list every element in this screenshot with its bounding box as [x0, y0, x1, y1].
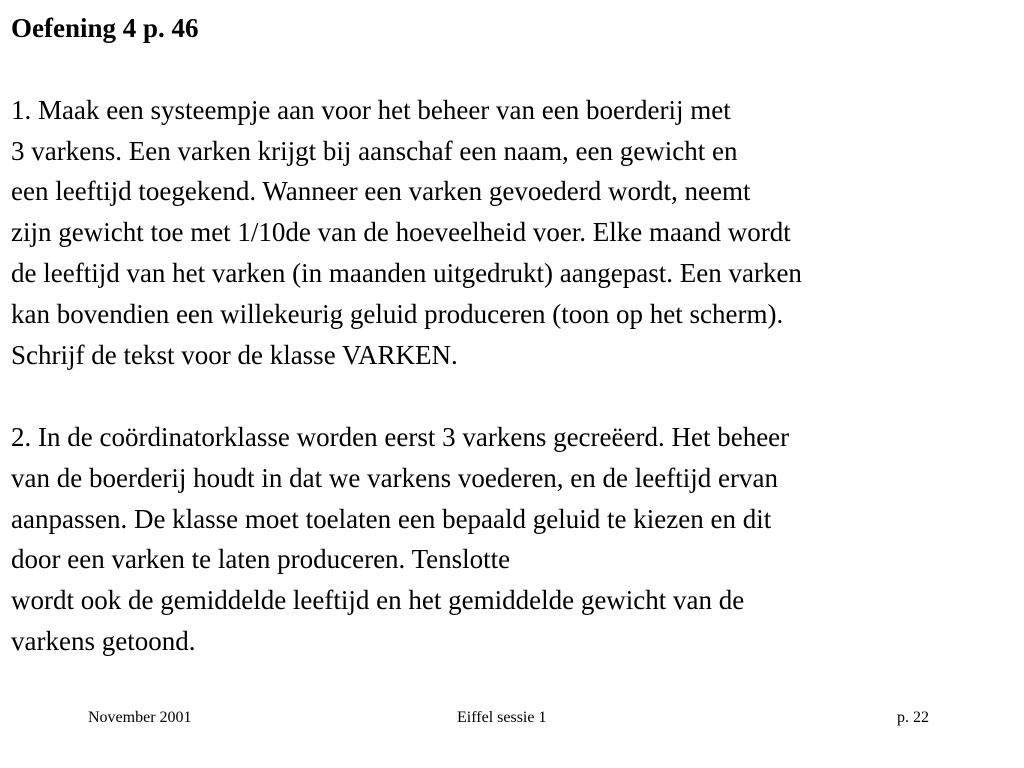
paragraph-line: 3 varkens. Een varken krijgt bij aanschaf een naam, een gewicht en	[11, 136, 738, 166]
slide-title: Oefening 4 p. 46	[11, 13, 199, 43]
footer-page-number: p. 22	[897, 709, 929, 726]
paragraph-line: van de boerderij houdt in dat we varkens voederen, en de leeftijd ervan	[11, 463, 778, 493]
footer-date: November 2001	[88, 709, 192, 726]
paragraph-line: kan bovendien een willekeurig geluid produceren (toon op het scherm).	[11, 299, 784, 329]
paragraph-line: Schrijf de tekst voor de klasse VARKEN.	[11, 340, 458, 370]
paragraph-line: door een varken te laten produceren. Tenslotte	[11, 544, 511, 574]
paragraph-line: 2. In de coördinatorklasse worden eerst 3 varkens gecreëerd. Het beheer	[11, 422, 790, 452]
paragraph-line: 1. Maak een systeempje aan voor het beheer van een boerderij met	[11, 95, 731, 125]
paragraph-line: varkens getoond.	[11, 626, 196, 656]
paragraph-line: een leeftijd toegekend. Wanneer een varken gevoederd wordt, neemt	[11, 176, 751, 206]
paragraph-line: de leeftijd van het varken (in maanden uitgedrukt) aangepast. Een varken	[11, 258, 802, 288]
footer-session: Eiffel sessie 1	[457, 709, 547, 726]
paragraph-line: zijn gewicht toe met 1/10de van de hoeveelheid voer. Elke maand wordt	[11, 217, 791, 247]
paragraph-line: aanpassen. De klasse moet toelaten een bepaald geluid te kiezen en dit	[11, 504, 772, 534]
paragraph-line: wordt ook de gemiddelde leeftijd en het gemiddelde gewicht van de	[11, 585, 745, 615]
